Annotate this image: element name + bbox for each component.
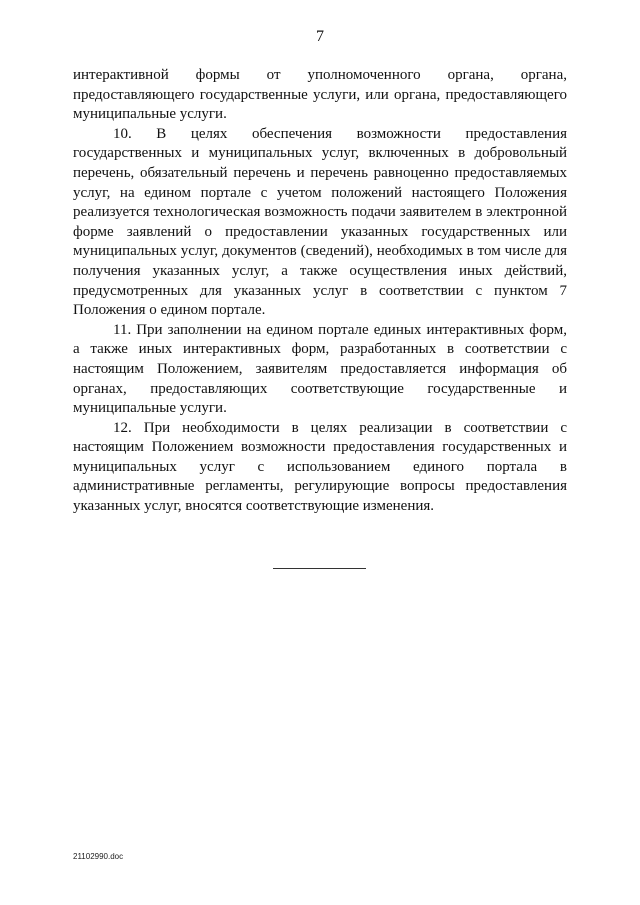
footer-filename: 21102990.doc xyxy=(73,852,124,861)
end-divider xyxy=(273,568,366,569)
paragraph-11: 11. При заполнении на едином портале единых интерактивных форм, а также иных интерактивных форм, разработанных в соответствии с настоящим Положением, заявителям предоставляется информация об органах, предоставляющих соответствующие государственные и муниципальные услуги. xyxy=(73,321,567,417)
paragraph-continuation: интерактивной формы от уполномоченного органа, органа, предоставляющего государственные услуги, или органа, предоставляющего муниципальные услуги. xyxy=(73,67,567,123)
document-body xyxy=(73,66,567,517)
paragraph-12: 12. При необходимости в целях реализации в соответствии с настоящим Положением возможности предоставления государственных и муниципальных услуг с использованием единого портала в административные регламенты, регулирующие вопросы предоставления указанных услуг, вносятся соответствующие изменения. xyxy=(73,419,567,515)
page-number: 7 xyxy=(316,28,324,45)
paragraph-10: 10. В целях обеспечения возможности предоставления государственных и муниципальных услуг, включенных в добровольный перечень, обязательный перечень и перечень равноценно предоставляемых услуг, на едином портале с учетом положений настоящего Положения реализуется технологическая возможность подачи заявителем в электронной форме заявлений о предоставлении указанных государственных или муниципальных услуг, документов (сведений), необходимых в том числе для получения указанных услуг, а также осуществления иных действий, предусмотренных для указанных услуг в соответствии с пунктом 7 Положения о едином портале. xyxy=(73,125,567,319)
